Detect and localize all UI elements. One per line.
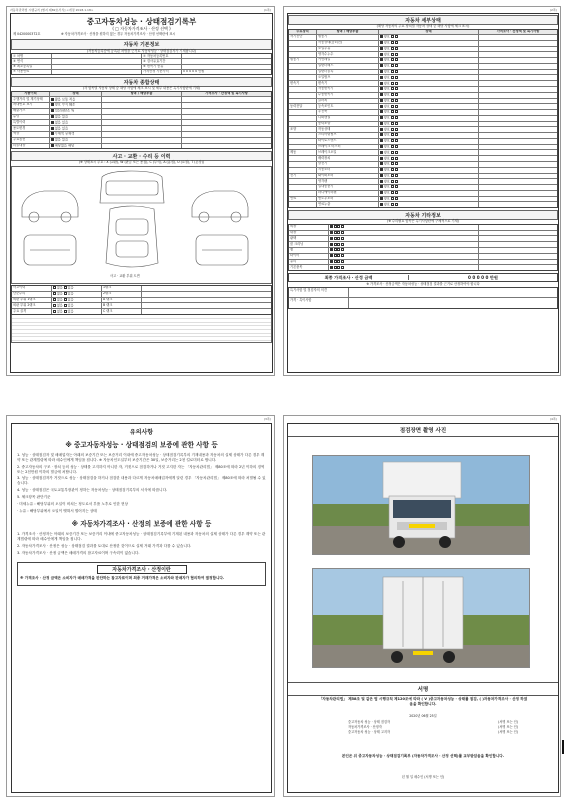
detail-title: 자동차 세부상태: [288, 15, 558, 25]
detail-item: 브레이크 마스터: [317, 145, 379, 150]
other-label: 광택: [289, 236, 329, 241]
form-page-2: [283, 6, 561, 376]
detail-item: 클러치: [317, 99, 379, 104]
detail-item: 등속조인트: [317, 104, 379, 109]
notice-paragraph: · 미세누유 : 해당부위의 오일이 비치는 정도로서 부품 노후로 인한 현상: [17, 501, 128, 506]
detail-item: 배력장치: [317, 156, 379, 161]
scroll-indicator[interactable]: [562, 740, 564, 754]
detail-state: [379, 47, 479, 52]
other-label: 룸 크리닝: [289, 242, 329, 247]
notice-paragraph: 2. 중고자동차의 구조 · 장치 등의 성능 · 상태를 고지하지 아니한 자, 거짓으로 점검하거나 거짓 고지한 자는 「자동차관리법」 제80조에 따라 2년 이하의 징역 또는 2천만원 이하의 벌금에 처합니다.: [17, 464, 265, 474]
detail-state: [379, 58, 479, 63]
basic-info-table: [11, 53, 272, 75]
detail-state-label: 양호: [383, 81, 390, 86]
notice-paragraph: 3. 성능 · 상태점검자가 거짓으로 성능 · 상태점검을 하거나 점검한 내용과 다르게 자동차매매업자에게 알린 경우 「자동차관리법」 제80조에 따라 처벌될 수 있습니다.: [17, 476, 266, 486]
basic-label: ⑥ 변속기 종류: [142, 65, 182, 69]
status-row-value: 해당없음 해당: [50, 144, 102, 149]
final-price-value: 0 0 0 0 0 만원: [468, 275, 498, 281]
other-checks: [329, 231, 479, 236]
photo-frame: [287, 423, 559, 793]
accident-row-label: 주요 골격: [12, 309, 52, 314]
status-col: 가격조사 · 산정액 및 특기사항: [205, 92, 248, 96]
basic-label: ⑦ 사용연료: [12, 70, 52, 74]
car-diagram: [11, 166, 272, 284]
accident-note: (※ 상태표시 부호 : X (교환), W (판금 또는 용접), C (부식), A (흠집), U (요철), T (손상)): [78, 160, 205, 165]
detail-group: [289, 133, 317, 138]
detail-group: 전기: [289, 174, 317, 179]
detail-state: [379, 99, 479, 104]
detail-item: 실린더헤드: [317, 64, 379, 69]
detail-state: [379, 185, 479, 190]
detail-item: 커먼레일: [317, 58, 379, 63]
detail-group: [289, 93, 317, 98]
status-row-value: 일산화탄소 %: [50, 109, 102, 114]
detail-state: [379, 168, 479, 173]
sign-statement: 「자동차관리법」 제58조 및 같은 법 시행규칙 제120조에 따라 ( V )중고자동차성능 · 상태를 점검, ( )자동차가격조사 · 산정 하였음을 확인합니다.: [318, 697, 528, 706]
detail-state: [379, 202, 479, 207]
detail-item: 작동상태: [317, 127, 379, 132]
detail-state: [379, 133, 479, 138]
detail-group: [289, 75, 317, 80]
price-info-box: [17, 562, 266, 586]
detail-group: [289, 145, 317, 150]
detail-item: 냉각팬: [317, 179, 379, 184]
detail-item: 스티어링펌프: [317, 133, 379, 138]
detail-group: 변속기: [289, 81, 317, 86]
detail-state-label: 양호: [383, 161, 390, 166]
other-info-title: 자동차 기타정보: [288, 210, 558, 220]
form-frame: [10, 13, 273, 373]
detail-state: [379, 174, 479, 179]
detail-state: [379, 93, 479, 98]
detail-group: [289, 87, 317, 92]
detail-item: 시동모터: [317, 168, 379, 173]
detail-state-label: 양호: [383, 121, 390, 126]
status-row-label: 주요옵션: [12, 138, 50, 143]
detail-group: [289, 99, 317, 104]
sign-role: 중고자동차 성능 · 상태 고지자: [348, 729, 391, 734]
basic-value: [182, 65, 271, 69]
detail-group: 제동: [289, 150, 317, 155]
basic-label: ④ 검사유효기간: [142, 59, 182, 63]
basic-value: [182, 59, 271, 63]
basic-label: ② 자동차등록번호: [142, 54, 182, 58]
car-diagram-label: 사고 · 교환 부위 도면: [110, 274, 140, 279]
status-table: [11, 91, 272, 149]
notice-paragraph: 1. 성능 · 상태점검자 및 매매업자는 아래의 보증기간 또는 보증거리 이내에 중고자동차성능 · 상태점검기록부의 기재내용과 자동차의 실제 상태가 다른 경우 계약 또는 관계법령에 따라 매수인에게 책임을 집니다. ※ 자동차인도일부터 보증기간은 30일, 보증거리는 2천 킬로미터로 합니다.: [17, 453, 265, 462]
detail-state-label: 양호: [383, 98, 390, 103]
status-row-value: 많음 보통 적음: [50, 97, 102, 102]
detail-item: 타이로드엔드: [317, 139, 379, 144]
detail-state-label: 양호: [383, 150, 390, 155]
page-number: (3쪽): [263, 417, 271, 421]
detail-rows: [289, 35, 557, 207]
mileage-label: 가격산정 기준가격: [142, 70, 182, 74]
receipt-sign-line: 년 월 일 매수인 (서명 또는 인): [401, 775, 445, 779]
detail-group: [289, 64, 317, 69]
detail-state: [379, 191, 479, 196]
detail-state: [379, 162, 479, 167]
basic-label: ⑤ 최초등록일: [12, 65, 52, 69]
detail-state: [379, 104, 479, 109]
price-row-label: 2랭크: [102, 292, 142, 297]
status-row-label: 차대번호 표기: [12, 103, 50, 108]
detail-group: [289, 110, 317, 115]
basic-label: ③ 연식: [12, 59, 52, 63]
other-checks: [329, 254, 479, 259]
detail-state-label: 양호: [383, 35, 390, 39]
detail-item: 연료누출: [317, 202, 379, 207]
detail-state-label: 양호: [383, 179, 390, 184]
status-row-value: 양호 부식 훼손: [50, 103, 102, 108]
detail-state-label: 양호: [383, 185, 390, 189]
other-checks: [329, 225, 479, 230]
photo-title: 점검장면 촬영 사진: [288, 424, 558, 437]
detail-note: (해당 자동차의 주요 장치별 자동차 상태 중 해당 사항에 체크 표시): [376, 24, 470, 29]
detail-col: 가격조사 · 산정액 및 특기사항: [496, 29, 540, 34]
basic-info-note: (자동차등록증에 등록된 차명을 근거로 자동차성능 · 상태점검자가 기재합니다): [86, 48, 197, 53]
status-col: 사용이력: [12, 92, 50, 96]
accident-table: 사고이력 없음 있음 1랭크 단순수리 없음 있음 2랭크 외판 부위 1랭크 없음 있음 A 랭크 외판 부위 2랭크 없음 있음 B 랭크 주요 골격 없음 있음 C 랭크: [11, 285, 272, 315]
section-2-heading: ※ 자동차가격조사 · 산정의 보증에 관한 사항 등: [71, 520, 212, 529]
notice-paragraph: 1. 가격조사 · 산정자는 아래의 보증기간 또는 보증거리 이내에 중고자동차성능 · 상태점검기록부에 기재된 내용과 자동차의 실제 상태가 다른 경우 계약 또는 관계법령에 따라 매수인에게 책임을 집니다.: [17, 532, 266, 542]
notice-paragraph: 2. 자동차가격조사 · 산정은 성능 · 상태점검 결과를 토대로 산정한 것이므로 실제 거래 가격과 다를 수 있습니다.: [17, 544, 192, 549]
status-title: 자동차 종합상태: [11, 77, 272, 87]
detail-group: [289, 179, 317, 184]
receipt-statement: 본인은 위 중고자동차성능 · 상태점검기록부 (자동차가격조사 · 산정 선택)를 교부받았음을 확인합니다.: [341, 754, 505, 758]
detail-group: [289, 185, 317, 190]
detail-state: [379, 127, 479, 132]
detail-col: 항목 / 해당부품: [317, 30, 379, 34]
detail-item: 냉각수누수: [317, 52, 379, 57]
accident-title: 사고 · 교환 · 수리 등 이력: [11, 151, 272, 161]
detail-group: [289, 156, 317, 161]
notes-title: 유의사항: [129, 429, 154, 436]
detail-item: 실린더블록: [317, 70, 379, 75]
detail-group: 자기진단: [289, 35, 317, 40]
page-number: (1쪽): [263, 8, 271, 12]
form-number: 자동차관리법 시행규칙 [별지 제82호서식] <개정 2018.1.18>: [10, 8, 94, 12]
detail-item: 실내송풍기: [317, 185, 379, 190]
mileage-value: 0 0 0 0 0 만원: [183, 70, 205, 74]
ruled-lines: [11, 315, 272, 343]
detail-item: 작동상태(공회전): [317, 41, 379, 46]
status-row-value: 무채색 유채색: [50, 132, 102, 137]
detail-state: [379, 35, 479, 40]
price-row-label: C 랭크: [102, 309, 142, 314]
detail-state-label: 양호: [383, 133, 390, 137]
detail-state-label: 양호: [383, 138, 390, 143]
detail-state: [379, 116, 479, 121]
sign-label: 가격 · 특이사항: [289, 298, 349, 308]
page-number: (4쪽): [549, 417, 557, 421]
detail-group: [289, 41, 317, 46]
final-price-note: ※ 가격조사 · 산정금액은 자동차성능 · 상태점검 결과를 근거로 산정하여야 합니다: [366, 281, 480, 286]
detail-state: [379, 122, 479, 127]
detail-state: [379, 70, 479, 75]
section-2-body: [17, 532, 266, 555]
detail-state-label: 양호: [383, 156, 390, 160]
status-row-value: 없음 있음: [50, 120, 102, 125]
detail-state-label: 양호: [383, 75, 390, 80]
sign-title: 서명: [288, 682, 558, 696]
price-row-label: B 랭크: [102, 303, 142, 308]
notice-paragraph: 4. 성능 · 상태점검은 국토교통부장관이 정하는 자동차성능 · 상태점검기록부의 서식에 따릅니다.: [17, 488, 168, 493]
notice-paragraph: · 누유 : 해당부위에서 오일이 맺혀서 떨어지는 상태: [17, 508, 97, 513]
other-checks: [329, 260, 479, 265]
sign-role-row: [348, 731, 518, 735]
sign-role: 중고자동차 성능 · 상태 점검자: [348, 720, 391, 724]
status-row-label: 용도변경: [12, 126, 50, 131]
notes-frame: [11, 423, 272, 793]
detail-row: [289, 202, 557, 207]
status-row-label: 색상: [12, 132, 50, 137]
form-page-4: [283, 415, 561, 797]
detail-table: [288, 29, 558, 208]
detail-item: 윈도우모터: [317, 197, 379, 202]
document-number: 제 0420000372호: [13, 31, 41, 36]
sign-table: [288, 287, 558, 309]
other-info-table: [288, 224, 558, 271]
other-checks: [329, 236, 479, 241]
detail-item: 변속기: [317, 81, 379, 86]
detail-group: [289, 47, 317, 52]
page-number: (2쪽): [549, 8, 557, 12]
detail-state-label: 양호: [383, 167, 390, 172]
accident-row-label: 단순수리: [12, 292, 52, 297]
status-col: 상태: [50, 92, 102, 96]
final-price-box: [288, 273, 558, 282]
form-page-1: [6, 6, 275, 376]
other-label: 기본품목: [289, 265, 329, 270]
detail-state: [379, 52, 479, 57]
basic-value: [52, 70, 142, 74]
form-page-3: [6, 415, 275, 797]
other-label: 유리: [289, 260, 329, 265]
detail-group: [289, 70, 317, 75]
detail-state: [379, 81, 479, 86]
sign-date: 2020년 06월 25일: [409, 714, 437, 718]
sign-role-row: [348, 726, 518, 730]
truck-front-photo: [312, 455, 530, 555]
detail-group: [289, 116, 317, 121]
detail-state: [379, 87, 479, 92]
detail-item: 오일누유: [317, 47, 379, 52]
status-row-label: 배출가스: [12, 109, 50, 114]
other-label: 휠: [289, 248, 329, 253]
other-row: [289, 265, 557, 270]
basic-value: [52, 59, 142, 63]
detail-group: [289, 52, 317, 57]
detail-state: [379, 64, 479, 69]
detail-item: 추진축: [317, 110, 379, 115]
accident-row-label: 외판 부위 1랭크: [12, 298, 52, 303]
detail-state-label: 양호: [383, 115, 390, 120]
detail-state: [379, 41, 479, 46]
price-row-label: 1랭크: [102, 286, 142, 291]
section-1-body: [17, 453, 266, 513]
detail-state-label: 양호: [383, 110, 390, 114]
price-row-label: A 랭크: [102, 298, 142, 303]
detail-state: [379, 110, 479, 115]
detail-state-label: 양호: [383, 144, 390, 149]
detail-item: 자동변속기: [317, 87, 379, 92]
other-checks: [329, 242, 479, 247]
detail-group: [289, 191, 317, 196]
accident-row-label: 사고이력: [12, 286, 52, 291]
detail-item: 수동변속기: [317, 93, 379, 98]
other-rows: [289, 225, 557, 270]
detail-state-label: 양호: [383, 52, 390, 57]
price-info-text: ※ 가격조사 · 산정 금액은 소비자가 매매가격을 판단하는 참고자료이며 최종 거래가격은 소비자와 판매자가 협의하여 결정합니다.: [20, 575, 225, 580]
detail-state: [379, 179, 479, 184]
sign-mark: (서명 또는 인): [498, 724, 518, 729]
final-price-title: 최종 가격조사 · 산정 금액: [289, 275, 409, 280]
detail-group: [289, 162, 317, 167]
detail-state-label: 양호: [383, 87, 390, 91]
detail-state: [379, 75, 479, 80]
detail-item: 발전기: [317, 162, 379, 167]
sign-mark: (서명 또는 인): [498, 720, 518, 724]
detail-state-label: 양호: [383, 92, 390, 97]
detail-state-label: 양호: [383, 40, 390, 45]
detail-state-label: 양호: [383, 104, 390, 109]
detail-item: 와이퍼모터: [317, 174, 379, 179]
detail-item: 원동기: [317, 35, 379, 40]
sign-roles: [348, 721, 518, 736]
notice-paragraph: 5. 체크항목 판단기준: [17, 494, 51, 499]
status-note: (각 항목별 자동차 상태 중 해당 사항에 체크 표시 및 세부 내용은 특기사항란에 기재): [82, 86, 201, 91]
detail-group: 동력전달: [289, 104, 317, 109]
notice-paragraph: 3. 자동차가격조사 · 산정 금액은 매매가격의 참고자료이며 구속력이 없습니다.: [17, 550, 140, 555]
detail-state-label: 양호: [383, 173, 390, 178]
detail-group: 원동기: [289, 58, 317, 63]
detail-state: [379, 197, 479, 202]
sign-mark: (서명 또는 인): [498, 729, 518, 734]
basic-label: ① 차명: [12, 54, 52, 58]
detail-group: [289, 168, 317, 173]
detail-state-label: 양호: [383, 127, 390, 132]
detail-state: [379, 139, 479, 144]
detail-group: 조향: [289, 127, 317, 132]
status-col: 항목 / 해당부품: [102, 92, 182, 96]
status-row-label: 튜닝: [12, 115, 50, 120]
detail-group: [289, 139, 317, 144]
basic-info-title: 자동차 기본정보: [11, 39, 272, 49]
status-row-label: 특별이력: [12, 120, 50, 125]
car-outline-icon: [12, 167, 273, 285]
basic-value: [182, 54, 271, 58]
form-frame: [287, 13, 559, 373]
status-row-value: 없음 있음: [50, 138, 102, 143]
other-info-note: (※ 수리필요 항목은 특기사항란에 구체적으로 기재): [387, 219, 459, 224]
detail-state: [379, 150, 479, 155]
status-row-value: 없음 있음: [50, 115, 102, 120]
detail-state-label: 양호: [383, 46, 390, 51]
other-label: 내장: [289, 231, 329, 236]
detail-state: [379, 145, 479, 150]
other-checks: [329, 248, 479, 253]
other-label: 외장: [289, 225, 329, 230]
form-title: 중고자동차성능 · 상태점검기록부: [86, 17, 197, 26]
section-1-heading: ※ 중고자동차성능 · 상태점검의 보증에 관한 사항 등: [65, 441, 218, 449]
detail-item: 동력조향: [317, 122, 379, 127]
detail-item: 디퍼렌셜: [317, 116, 379, 121]
basic-value: [52, 65, 142, 69]
truck-rear-photo: [312, 568, 530, 668]
detail-item: 브레이크오일: [317, 150, 379, 155]
detail-col: 상태: [379, 30, 479, 34]
detail-state-label: 양호: [383, 69, 390, 74]
status-row-label: 주행거리 및 계기상태: [12, 97, 50, 102]
accident-row-label: 외판 부위 2랭크: [12, 303, 52, 308]
detail-item: 오일펌프: [317, 75, 379, 80]
form-subtitle: ( □ 자동차가격조사 · 산정 선택 ): [112, 26, 171, 31]
detail-group: [289, 122, 317, 127]
other-checks: [329, 265, 479, 270]
detail-group: 연료: [289, 197, 317, 202]
detail-state-label: 양호: [383, 63, 390, 68]
detail-state-label: 양호: [383, 190, 390, 195]
detail-group: [289, 202, 317, 207]
detail-state-label: 양호: [383, 58, 390, 62]
detail-item: 라디에이터팬: [317, 191, 379, 196]
price-info-title: 자동차가격조사 · 산정이란: [97, 565, 187, 574]
detail-col: 주요장치: [289, 30, 317, 34]
detail-state: [379, 156, 479, 161]
detail-state-label: 양호: [383, 196, 390, 201]
status-row-label: 리콜대상: [12, 144, 50, 149]
basic-value: [52, 54, 142, 58]
status-row-value: 없음 있음: [50, 126, 102, 131]
detail-state-label: 양호: [383, 202, 390, 207]
sign-role: 자동차가격조사 · 산정자: [348, 724, 382, 729]
sign-label: 특기사항 및 점검자의 의견: [289, 288, 349, 297]
form-notice: ※ 자동차가격조사 · 산정을 원하지 않는 경우 자동차가격조사 · 산정 선택란에 표시: [61, 31, 176, 36]
other-label: 타이어: [289, 254, 329, 259]
